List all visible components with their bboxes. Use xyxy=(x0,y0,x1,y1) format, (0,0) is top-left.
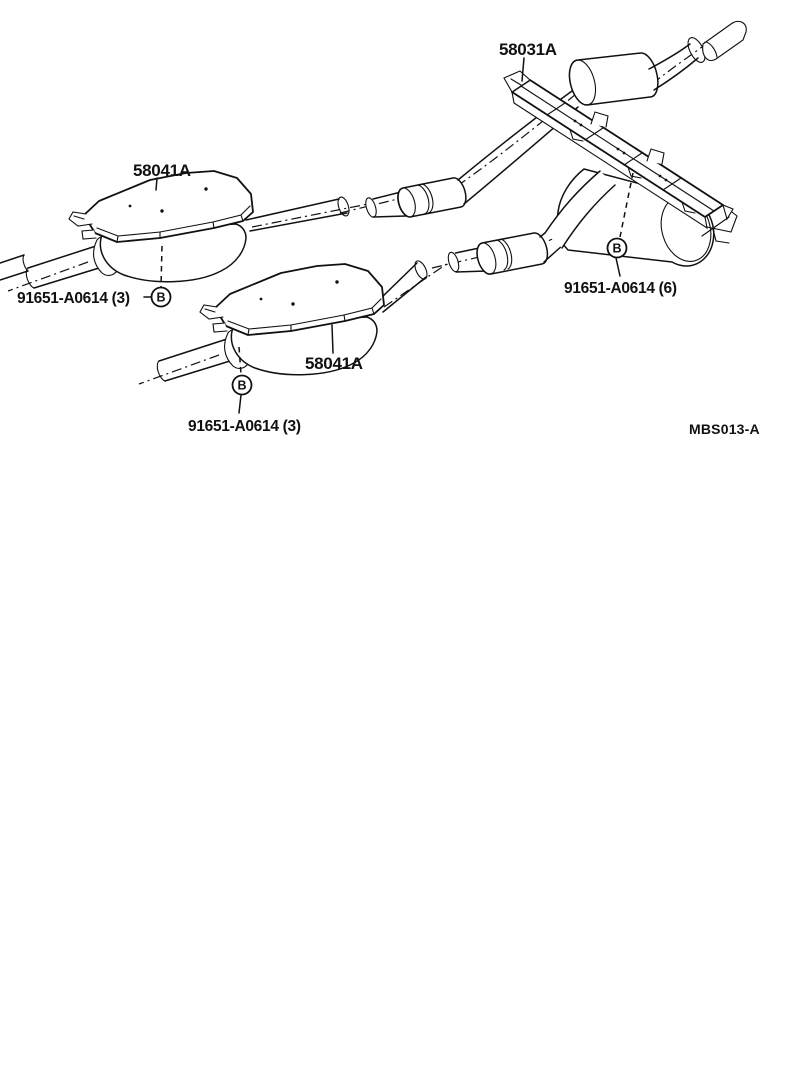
fastener-b-letter-3: B xyxy=(612,241,622,256)
bolt-label-rear: 91651-A0614 (6) xyxy=(564,280,677,297)
fastener-b-letter-1: B xyxy=(156,290,166,305)
part-label-front-insulator-1: 58041A xyxy=(133,161,191,180)
part-label-rear-insulator: 58031A xyxy=(499,40,557,59)
tail-pipe xyxy=(649,21,746,90)
figure-code: MBS013-A xyxy=(689,421,760,437)
fastener-b-letter-2: B xyxy=(237,378,247,393)
bolt-label-front-1: 91651-A0614 (3) xyxy=(17,290,130,307)
front-cat-assembly-1 xyxy=(8,171,253,291)
part-label-front-insulator-2: 58041A xyxy=(305,354,363,373)
leader-bolt-rear-tail xyxy=(616,258,620,276)
leader-bolt-front-2-tail xyxy=(239,395,241,413)
leader-58041a-2 xyxy=(332,325,333,353)
sub-muffler xyxy=(565,53,658,108)
bolt-label-front-2: 91651-A0614 (3) xyxy=(188,418,301,435)
rear-exhaust-assembly xyxy=(340,21,746,276)
